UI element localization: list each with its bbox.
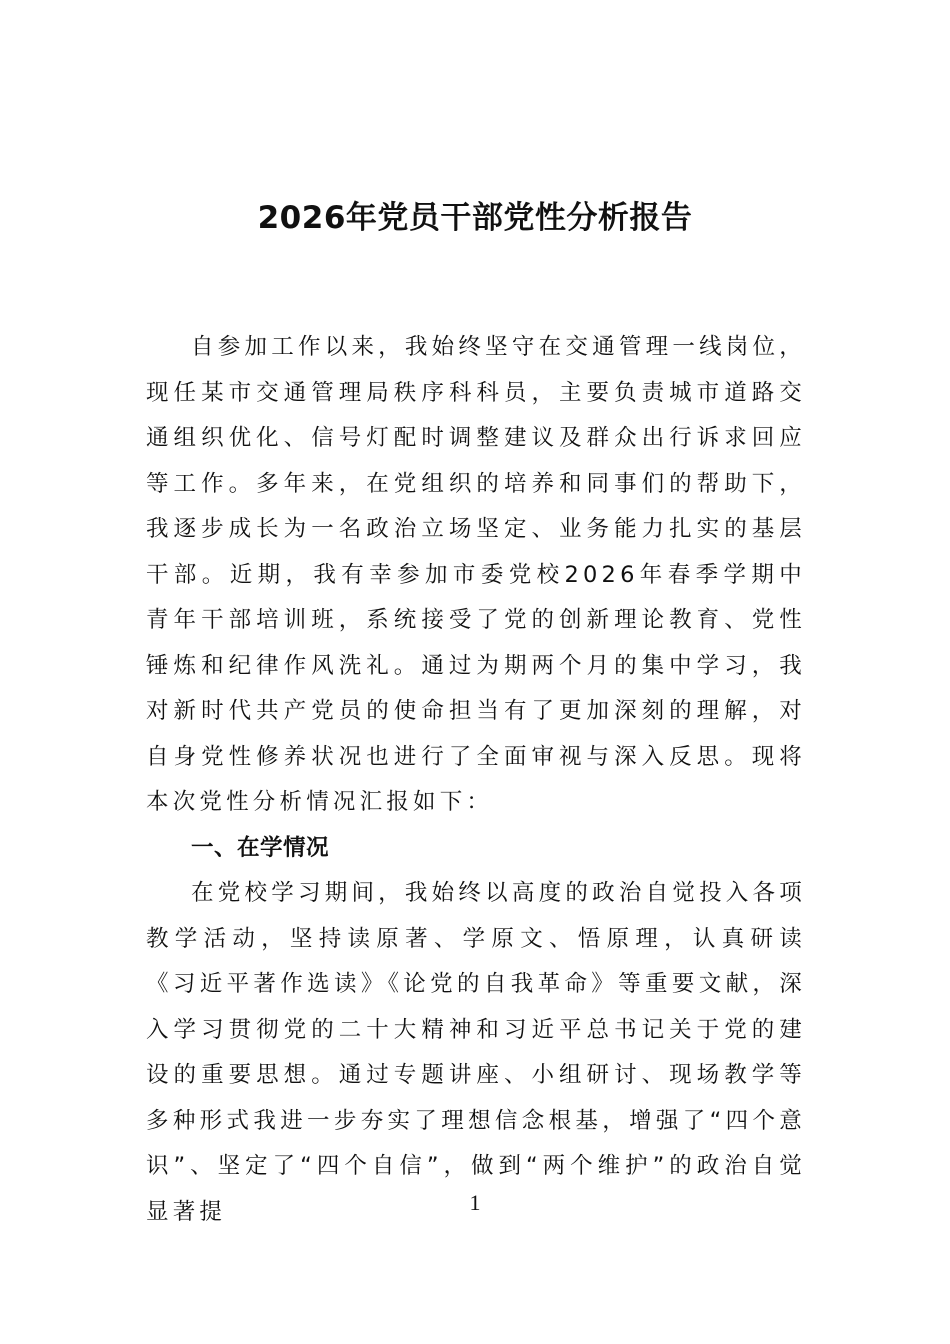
document-body xyxy=(146,325,806,1235)
section-paragraph: 在党校学习期间，我始终以高度的政治自觉投入各项教学活动，坚持读原著、学原文、悟原理，认真研读《习近平著作选读》《论党的自我革命》等重要文献，深入学习贯彻党的二十大精神和习近平总书记关于党的建设的重要思想。通过专题讲座、小组研讨、现场教学等多种形式我进一步夯实了理想信念根基，增强了“四个意识”、坚定了“四个自信”，做到“两个维护”的政治自觉显著提 xyxy=(146,880,806,1225)
document-title: 2026年党员干部党性分析报告 xyxy=(257,200,693,236)
section-heading: 一、在学情况 xyxy=(191,834,330,861)
intro-paragraph: 自参加工作以来，我始终坚守在交通管理一线岗位，现任某市交通管理局秩序科科员，主要负责城市道路交通组织优化、信号灯配时调整建议及群众出行诉求回应等工作。多年来，在党组织的培养和同事们的帮助下，我逐步成长为一名政治立场坚定、业务能力扎实的基层干部。近期，我有幸参加市委党校2026年春季学期中青年干部培训班，系统接受了党的创新理论教育、党性锤炼和纪律作风洗礼。通过为期两个月的集中学习，我对新时代共产党员的使命担当有了更加深刻的理解，对自身党性修养状况也进行了全面审视与深入反思。现将本次党性分析情况汇报如下： xyxy=(146,334,806,815)
page-number: 1 xyxy=(469,1190,481,1215)
